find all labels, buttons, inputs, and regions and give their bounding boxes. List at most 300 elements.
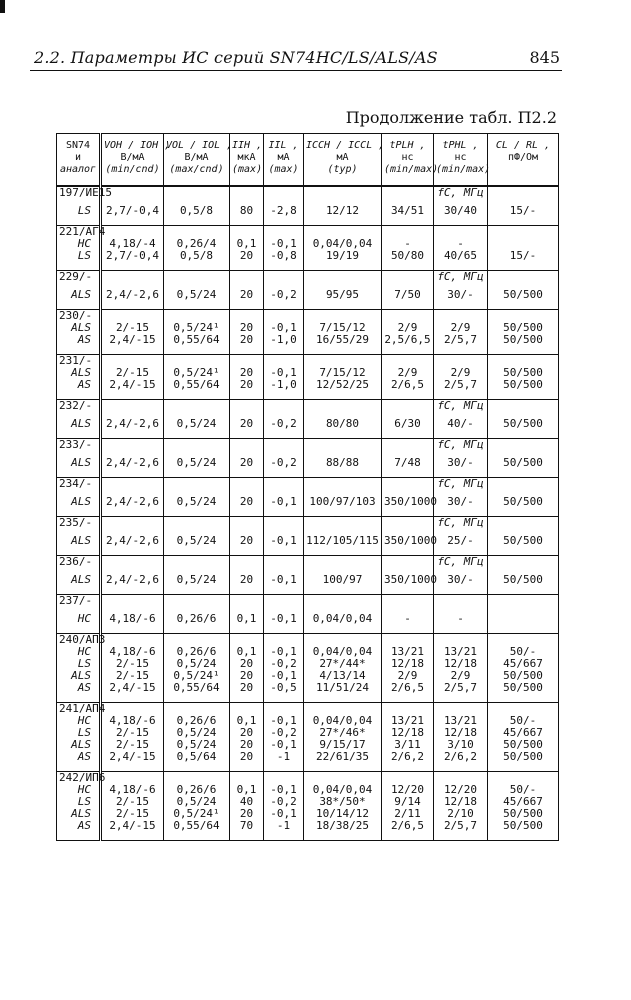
table-cell: 0,5/24¹	[164, 322, 230, 334]
table-cell: -1,0	[264, 334, 304, 355]
table-cell: 40/65	[434, 250, 488, 271]
table-cell: 20	[230, 739, 264, 751]
series-variant: HC	[77, 645, 91, 658]
page-number: 845	[529, 48, 560, 67]
block-title-cell	[488, 226, 559, 239]
series-variant: LS	[77, 726, 91, 739]
block-title-cell	[264, 271, 304, 284]
table-cell: 30/40	[434, 199, 488, 226]
series-variant: AS	[77, 819, 91, 832]
table-row	[57, 283, 559, 310]
table-row	[57, 412, 559, 439]
table-cell: 112/105/115	[304, 529, 382, 556]
table-cell: 50/500	[488, 283, 559, 310]
block-title-cell	[304, 556, 382, 569]
column-header-l3: (typ)	[327, 164, 358, 175]
table-cell: 20	[230, 250, 264, 271]
table-cell: 2/9	[382, 367, 434, 379]
table-cell: 2/-15	[101, 367, 164, 379]
table-cell: -0,2	[264, 412, 304, 439]
section-title: 2.2. Параметры ИС серий SN74HC/LS/ALS/AS	[34, 48, 438, 67]
column-header-l3: (max/cnd)	[169, 164, 224, 175]
column-header-l2: мкА	[237, 152, 256, 163]
block-title-row	[57, 556, 559, 569]
table-cell: 2,7/-0,4	[101, 199, 164, 226]
table-cell: 0,5/24	[164, 739, 230, 751]
table-cell: 350/1000	[382, 490, 434, 517]
table-cell: -0,1	[264, 529, 304, 556]
table-cell: 50/-	[488, 715, 559, 727]
table-cell: 0,55/64	[164, 379, 230, 400]
block-title-cell	[304, 400, 382, 413]
table-cell: 12/12	[304, 199, 382, 226]
clock-frequency-label: fC, МГц	[437, 477, 484, 490]
table-cell: 12/20	[382, 784, 434, 796]
table-cell: 2/-15	[101, 658, 164, 670]
table-row	[57, 250, 559, 271]
column-header-l2: нс	[454, 152, 467, 163]
block-title-cell	[264, 478, 304, 491]
table-cell: 20	[230, 529, 264, 556]
clock-frequency-label: fC, МГц	[437, 186, 484, 199]
series-variant: ALS	[71, 534, 91, 547]
table-row	[57, 379, 559, 400]
table-cell: 50/500	[488, 529, 559, 556]
table-row	[57, 751, 559, 772]
table-cell: 50/500	[488, 379, 559, 400]
scan-corner-mark	[0, 0, 5, 13]
block-title-cell	[304, 271, 382, 284]
column-header-1	[101, 134, 171, 187]
table-cell: 4,18/-6	[101, 715, 164, 727]
table-cell: 30/-	[434, 490, 488, 517]
block-title: 242/ИП6	[57, 772, 101, 785]
block-title: 229/-	[57, 271, 101, 284]
table-cell: -0,1	[264, 607, 304, 634]
table-cell: 25/-	[434, 529, 488, 556]
series-variant: ALS	[71, 321, 91, 334]
table-cell: 0,5/24	[164, 796, 230, 808]
block-title-cell	[230, 400, 264, 413]
block-title: 221/АГ4	[57, 226, 101, 239]
table-cell: 2/6,5	[382, 820, 434, 841]
table-cell: 0,04/0,04	[304, 784, 382, 796]
block-title-cell	[101, 517, 164, 530]
table-header-row	[57, 134, 559, 187]
table-cell: 2/9	[434, 322, 488, 334]
table-cell: -0,2	[264, 451, 304, 478]
column-header-l3: (max)	[232, 164, 263, 175]
table-cell: 2,4/-2,6	[101, 412, 164, 439]
table-cell: 20	[230, 367, 264, 379]
block-title-cell	[382, 556, 434, 569]
column-header-4	[264, 134, 304, 187]
block-title-cell	[164, 271, 230, 284]
block-title-cell	[230, 186, 264, 199]
block-title-row	[57, 400, 559, 413]
table-cell: 20	[230, 451, 264, 478]
column-header-3	[230, 134, 264, 187]
table-cell: 3/10	[434, 739, 488, 751]
block-title-cell	[264, 595, 304, 608]
table-cell: 4,18/-4	[101, 238, 164, 250]
block-title-cell	[164, 595, 230, 608]
block-title-cell	[382, 517, 434, 530]
table-cell: 50/500	[488, 751, 559, 772]
table-cell: 50/500	[488, 490, 559, 517]
block-title-cell	[101, 556, 164, 569]
table-cell: 27*/46*	[304, 727, 382, 739]
table-cell: 50/500	[488, 367, 559, 379]
block-title-cell	[304, 186, 382, 199]
table-cell: 2/-15	[101, 322, 164, 334]
table-cell: 7/48	[382, 451, 434, 478]
table-cell: 20	[230, 682, 264, 703]
table-cell: 50/500	[488, 670, 559, 682]
block-title-cell	[230, 517, 264, 530]
table-cell: 350/1000	[382, 568, 434, 595]
table-cell: 100/97/103	[304, 490, 382, 517]
table-cell: 13/21	[434, 715, 488, 727]
block-title-cell	[434, 517, 488, 530]
table-cell: 20	[230, 568, 264, 595]
series-variant: ALS	[71, 366, 91, 379]
table-cell: 2/-15	[101, 727, 164, 739]
table-cell: -0,1	[264, 670, 304, 682]
table-cell: 27*/44*	[304, 658, 382, 670]
table-cell: 20	[230, 412, 264, 439]
column-header-l1: IIL ,	[268, 140, 299, 151]
table-cell: -0,2	[264, 727, 304, 739]
table-cell: 0,26/4	[164, 238, 230, 250]
table-cell: 38*/50*	[304, 796, 382, 808]
block-title-cell	[488, 439, 559, 452]
clock-frequency-label: fC, МГц	[437, 399, 484, 412]
table-cell: 20	[230, 490, 264, 517]
table-cell: 2/-15	[101, 670, 164, 682]
table-cell: 12/18	[434, 658, 488, 670]
series-variant: LS	[77, 657, 91, 670]
table-cell: 350/1000	[382, 529, 434, 556]
table-cell: -0,8	[264, 250, 304, 271]
block-title-cell	[264, 400, 304, 413]
block-title: 230/-	[57, 310, 101, 323]
table-cell: -2,8	[264, 199, 304, 226]
clock-frequency-label: fC, МГц	[437, 438, 484, 451]
table-cell: 30/-	[434, 283, 488, 310]
table-cell: 0,1	[230, 646, 264, 658]
block-title-cell	[101, 478, 164, 491]
table-row	[57, 490, 559, 517]
table-cell: 2/9	[382, 670, 434, 682]
table-cell: 0,04/0,04	[304, 238, 382, 250]
table-cell: 4,18/-6	[101, 646, 164, 658]
block-title-cell	[164, 556, 230, 569]
block-title: 236/-	[57, 556, 101, 569]
block-title-cell	[230, 439, 264, 452]
block-title-cell	[434, 186, 488, 199]
column-header-l1: VOH / IOH ,	[104, 140, 171, 151]
table-cell: 50/500	[488, 682, 559, 703]
table-cell: 2,4/-2,6	[101, 490, 164, 517]
table-cell: -1	[264, 820, 304, 841]
column-header-l2: В/мА	[120, 152, 145, 163]
table-cell: 0,55/64	[164, 334, 230, 355]
table-cell: 0,04/0,04	[304, 715, 382, 727]
table-cell: 2,4/-15	[101, 334, 164, 355]
table-cell: 50/500	[488, 322, 559, 334]
table-cell: 0,26/6	[164, 607, 230, 634]
column-header-0	[57, 134, 101, 187]
table-cell: -	[382, 607, 434, 634]
table-cell: 20	[230, 334, 264, 355]
series-variant: ALS	[71, 288, 91, 301]
table-cell: 50/500	[488, 568, 559, 595]
table-cell: 0,1	[230, 607, 264, 634]
table-cell: 0,5/8	[164, 250, 230, 271]
table-cell: 2/-15	[101, 808, 164, 820]
table-cell: 50/500	[488, 451, 559, 478]
table-cell: 20	[230, 670, 264, 682]
block-title-cell	[264, 517, 304, 530]
block-title-cell	[264, 439, 304, 452]
table-cell: -1,0	[264, 379, 304, 400]
table-cell: 2/10	[434, 808, 488, 820]
block-title-cell	[164, 517, 230, 530]
table-cell: 2,5/6,5	[382, 334, 434, 355]
table-cell: -	[382, 238, 434, 250]
table-cell: 2,4/-2,6	[101, 529, 164, 556]
column-header-l3: (max)	[268, 164, 299, 175]
series-variant: ALS	[71, 456, 91, 469]
table-cell: -0,1	[264, 808, 304, 820]
table-cell: 18/38/25	[304, 820, 382, 841]
table-cell: 0,04/0,04	[304, 646, 382, 658]
table-cell: 2,4/-15	[101, 682, 164, 703]
series-variant: LS	[77, 249, 91, 262]
block-title: 235/-	[57, 517, 101, 530]
table-cell: 100/97	[304, 568, 382, 595]
table-cell: -0,1	[264, 568, 304, 595]
table-row	[57, 529, 559, 556]
table-cell: 2/6,5	[382, 682, 434, 703]
column-header-2	[164, 134, 233, 187]
table-cell: 2,4/-15	[101, 379, 164, 400]
block-title-cell	[230, 595, 264, 608]
series-variant: ALS	[71, 417, 91, 430]
block-title-cell	[101, 595, 164, 608]
table-cell: 50/500	[488, 334, 559, 355]
block-title-cell	[382, 271, 434, 284]
table-cell: 45/667	[488, 658, 559, 670]
table-row	[57, 682, 559, 703]
series-variant: LS	[77, 795, 91, 808]
table-cell: 2/-15	[101, 796, 164, 808]
table-cell: 3/11	[382, 739, 434, 751]
clock-frequency-label: fC, МГц	[437, 555, 484, 568]
column-header-l2: пФ/Ом	[507, 152, 539, 163]
table-cell: 11/51/24	[304, 682, 382, 703]
block-title-cell	[434, 556, 488, 569]
table-cell: 0,5/24	[164, 727, 230, 739]
table-cell: 2/5,7	[434, 682, 488, 703]
table-cell: 4,18/-6	[101, 607, 164, 634]
series-variant: HC	[77, 237, 91, 250]
table-cell: 50/500	[488, 820, 559, 841]
block-title-cell	[230, 271, 264, 284]
table-cell: 15/-	[488, 250, 559, 271]
block-title-cell	[164, 400, 230, 413]
table-cell: 0,04/0,04	[304, 607, 382, 634]
table-cell: 12/18	[434, 727, 488, 739]
table-cell: 30/-	[434, 568, 488, 595]
parameters-table	[56, 133, 559, 841]
series-variant: ALS	[71, 573, 91, 586]
table-cell: 9/15/17	[304, 739, 382, 751]
series-variant: AS	[77, 750, 91, 763]
table-cell: 2,4/-15	[101, 751, 164, 772]
block-title-cell	[434, 439, 488, 452]
block-title: 233/-	[57, 439, 101, 452]
table-cell: 2/6,2	[434, 751, 488, 772]
table-cell: -0,1	[264, 739, 304, 751]
table-cell: 45/667	[488, 796, 559, 808]
table-row	[57, 451, 559, 478]
table-cell: 2/9	[434, 670, 488, 682]
table-cell: 4/13/14	[304, 670, 382, 682]
table-cell: 2/5,7	[434, 820, 488, 841]
table-cell: 2/9	[434, 367, 488, 379]
series-variant: ALS	[71, 495, 91, 508]
table-cell: 2/6,5	[382, 379, 434, 400]
block-title-cell	[434, 271, 488, 284]
block-title-cell	[304, 439, 382, 452]
table-cell: 15/-	[488, 199, 559, 226]
table-cell: 0,5/24	[164, 451, 230, 478]
block-title-row	[57, 478, 559, 491]
column-header-7	[434, 134, 491, 187]
table-cell: 7/15/12	[304, 322, 382, 334]
column-header-l3: (min/cnd)	[105, 164, 160, 175]
table-cell: 20	[230, 379, 264, 400]
table-cell: 2,4/-2,6	[101, 451, 164, 478]
table-cell: 2,4/-15	[101, 820, 164, 841]
column-header-l3: аналог	[59, 164, 97, 175]
table-cell: 4,18/-6	[101, 784, 164, 796]
table-cell: 0,5/24¹	[164, 367, 230, 379]
block-title-cell	[434, 478, 488, 491]
block-title-cell	[101, 439, 164, 452]
table-cell: 12/18	[382, 658, 434, 670]
table-cell: 80/80	[304, 412, 382, 439]
table-cell: 20	[230, 727, 264, 739]
table-cell: 0,5/24	[164, 568, 230, 595]
table-cell: 0,5/24	[164, 490, 230, 517]
series-variant: ALS	[71, 807, 91, 820]
table-cell: 13/21	[434, 646, 488, 658]
series-variant: HC	[77, 612, 91, 625]
table-cell: 0,5/24	[164, 412, 230, 439]
table-cell: 40	[230, 796, 264, 808]
table-cell: 12/18	[382, 727, 434, 739]
block-title: 240/АП3	[57, 634, 101, 647]
table-cell: -0,1	[264, 322, 304, 334]
clock-frequency-label: fC, МГц	[437, 270, 484, 283]
table-cell: 50/-	[488, 646, 559, 658]
block-title-cell	[304, 595, 382, 608]
table-cell: 20	[230, 283, 264, 310]
table-cell: 20	[230, 808, 264, 820]
table-row	[57, 568, 559, 595]
block-title-cell	[382, 478, 434, 491]
block-title-cell	[382, 186, 434, 199]
table-row	[57, 334, 559, 355]
table-cell: 0,5/24	[164, 283, 230, 310]
block-title-row	[57, 439, 559, 452]
table-cell: 0,5/24	[164, 529, 230, 556]
table-cell: 13/21	[382, 715, 434, 727]
table-row	[57, 607, 559, 634]
column-header-l3	[490, 164, 556, 176]
table-row	[57, 820, 559, 841]
table-cell: -	[434, 607, 488, 634]
page-header	[30, 46, 562, 71]
table-cell: 70	[230, 820, 264, 841]
block-title-cell	[382, 439, 434, 452]
table-cell: 7/15/12	[304, 367, 382, 379]
block-title-cell	[304, 478, 382, 491]
block-title-cell	[488, 556, 559, 569]
table-cell: 20	[230, 322, 264, 334]
table-cell: 45/667	[488, 727, 559, 739]
series-variant: LS	[77, 204, 91, 217]
table-cell: 0,55/64	[164, 820, 230, 841]
column-header-l1: VOL / IOL ,	[166, 140, 233, 151]
table-cell: -0,1	[264, 238, 304, 250]
block-title: 237/-	[57, 595, 101, 608]
table-cell: -0,2	[264, 283, 304, 310]
table-cell: 7/50	[382, 283, 434, 310]
table-cell: -0,1	[264, 646, 304, 658]
table-cell: -	[434, 238, 488, 250]
table-cell: -0,5	[264, 682, 304, 703]
series-variant: HC	[77, 714, 91, 727]
table-cell: 2/9	[382, 322, 434, 334]
table-cell: 0,26/6	[164, 646, 230, 658]
block-title: 241/АП4	[57, 703, 101, 716]
table-cell: 9/14	[382, 796, 434, 808]
column-header-l2: мА	[277, 152, 290, 163]
block-title-row	[57, 595, 559, 608]
table-cell: 22/61/35	[304, 751, 382, 772]
clock-frequency-label: fC, МГц	[437, 516, 484, 529]
table-cell: 13/21	[382, 646, 434, 658]
table-cell: 0,1	[230, 238, 264, 250]
table-cell: 50/500	[488, 412, 559, 439]
table-cell: 2/-15	[101, 739, 164, 751]
block-title-cell	[488, 517, 559, 530]
table-cell: 0,5/24¹	[164, 808, 230, 820]
table-cell: 12/18	[434, 796, 488, 808]
table-cell: 50/80	[382, 250, 434, 271]
block-title: 232/-	[57, 400, 101, 413]
column-header-l2: мА	[336, 152, 349, 163]
table-row	[57, 199, 559, 226]
table-cell: 2/5,7	[434, 379, 488, 400]
table-cell: 88/88	[304, 451, 382, 478]
block-title-cell	[382, 400, 434, 413]
table-cell	[488, 607, 559, 634]
